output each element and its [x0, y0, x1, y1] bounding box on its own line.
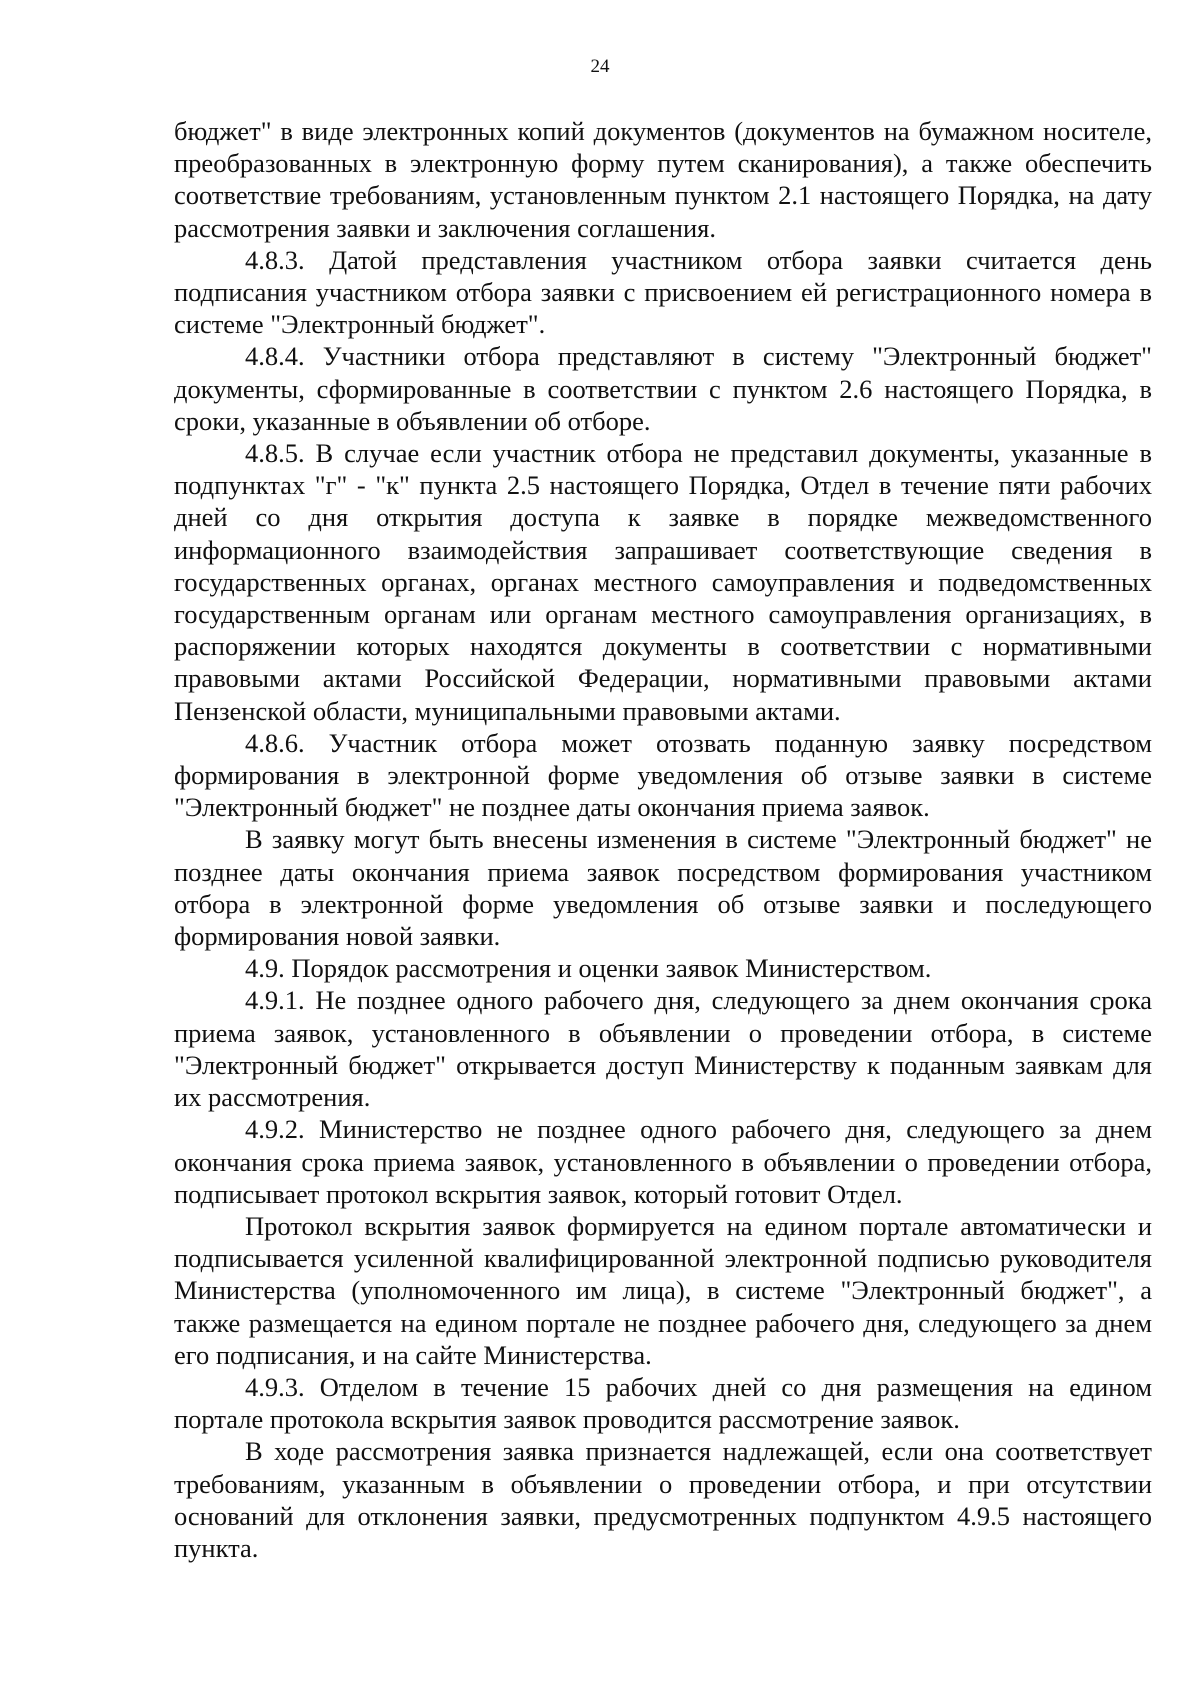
paragraph-4-9-heading: 4.9. Порядок рассмотрения и оценки заявок Министерством. [245, 953, 932, 984]
page-number: 24 [590, 56, 610, 77]
paragraph-4-8-4: 4.8.4. Участники отбора представляют в систему "Электронный бюджет" документы, сформированные в соответствии с пунктом 2.6 настоящего Порядка, в сроки, указанные в объявлении об отборе. [174, 341, 1152, 436]
paragraph-4-8-5: 4.8.5. В случае если участник отбора не представил документы, указанные в подпунктах "г" - "к" пункта 2.5 настоящего Порядка, Отдел в течение пяти рабочих дней со дня открытия доступа к заявке в порядке межведомственного информационного взаимодействия запрашивает соответствующие сведения в государственных органах, органах местного самоуправления и подведомственных государственным органам или органам местного самоуправления организациях, в распоряжении которых находятся документы в соответствии с нормативными правовыми актами Российской Федерации, нормативными правовыми актами Пензенской области, муниципальными правовыми актами. [174, 438, 1152, 726]
paragraph-4-9-1: 4.9.1. Не позднее одного рабочего дня, следующего за днем окончания срока приема заявок, установленного в объявлении о проведении отбора, в системе "Электронный бюджет" открывается доступ Министерству к поданным заявкам для их рассмотрения. [174, 985, 1152, 1113]
paragraph-continuation: бюджет" в виде электронных копий документов (документов на бумажном носителе, преобразованных в электронную форму путем сканирования), а также обеспечить соответствие требованиям, установленным пунктом 2.1 настоящего Порядка, на дату рассмотрения заявки и заключения соглашения. [174, 116, 1152, 243]
document-body [174, 115, 1152, 1564]
paragraph-4-9-3: 4.9.3. Отделом в течение 15 рабочих дней со дня размещения на едином портале протокола вскрытия заявок проводится рассмотрение заявок. [174, 1371, 1152, 1435]
paragraph-4-8-3: 4.8.3. Датой представления участником отбора заявки считается день подписания участником отбора заявки с присвоением ей регистрационного номера в системе "Электронный бюджет". [174, 244, 1152, 340]
paragraph-opening-protocol: Протокол вскрытия заявок формируется на едином портале автоматически и подписывается усиленной квалифицированной электронной подписью руководителя Министерства (уполномоченного им лица), в системе "Электронный бюджет", а также размещается на едином портале не позднее рабочего дня, следующего за днем его подписания, и на сайте Министерства. [174, 1210, 1152, 1370]
paragraph-application-changes: В заявку могут быть внесены изменения в системе "Электронный бюджет" не позднее даты окончания приема заявок посредством формирования участником отбора в электронной форме уведомления об отзыве заявки и последующего формирования новой заявки. [174, 824, 1152, 952]
paragraph-4-9-2: 4.9.2. Министерство не позднее одного рабочего дня, следующего за днем окончания срока приема заявок, установленного в объявлении о проведении отбора, подписывает протокол вскрытия заявок, который готовит Отдел. [174, 1114, 1152, 1209]
paragraph-review-criteria: В ходе рассмотрения заявка признается надлежащей, если она соответствует требованиям, указанным в объявлении о проведении отбора, и при отсутствии оснований для отклонения заявки, предусмотренных подпунктом 4.9.5 настоящего пункта. [174, 1436, 1152, 1563]
paragraph-4-8-6: 4.8.6. Участник отбора может отозвать поданную заявку посредством формирования в электронной форме уведомления об отзыве заявки в системе "Электронный бюджет" не позднее даты окончания приема заявок. [174, 727, 1152, 823]
